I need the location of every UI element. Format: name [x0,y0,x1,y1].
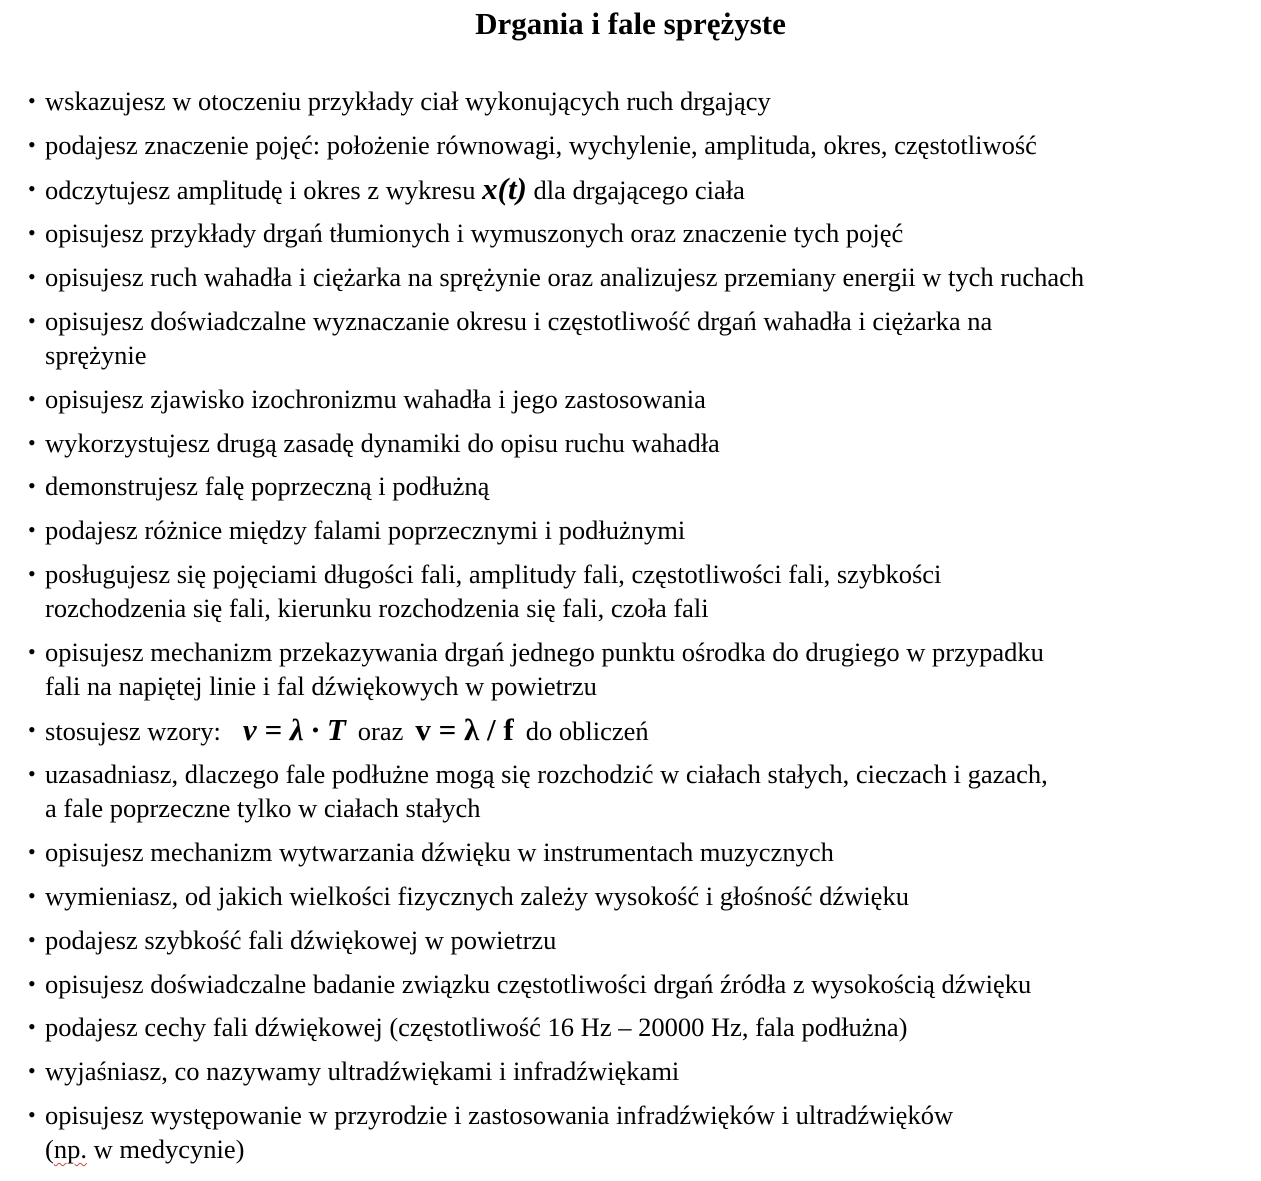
abbreviation-np: np. [53,1133,87,1164]
item-text-continued: sprężynie [45,339,147,370]
list-item [28,635,1253,703]
item-text: wyjaśniasz, co nazywamy ultradźwiękami i infradźwiękami [45,1056,680,1087]
item-text: opisujesz występowanie w przyrodzie i zastosowania infradźwięków i ultradźwięków [45,1099,954,1130]
item-text-continued: fali na napiętej linie i fal dźwiękowych w powietrzu [45,670,597,701]
list-item [28,967,1253,1001]
item-text: podajesz znaczenie pojęć: położenie równowagi, wychylenie, amplituda, okres, częstotliwość [45,129,1037,160]
bullet-icon: • [28,88,36,113]
item-text: opisujesz przykłady drgań tłumionych i wymuszonych oraz znaczenie tych pojęć [45,218,904,249]
bullet-icon: • [28,638,36,664]
list-item [28,469,1253,503]
item-text: demonstrujesz falę poprzeczną i podłużną [45,471,490,502]
item-text: opisujesz mechanizm wytwarzania dźwięku w instrumentach muzycznych [45,837,834,868]
item-text-post: do obliczeń [525,715,649,746]
bullet-icon: • [28,716,36,742]
list-item [28,172,1253,207]
list-item [28,382,1253,416]
bullet-icon: • [28,473,36,499]
math-expression: x(t) [482,170,527,206]
item-text: podajesz szybkość fali dźwiękowej w powietrzu [45,924,557,955]
list-item [28,513,1253,547]
objectives-list [28,84,1253,1176]
bullet-icon: • [28,307,36,333]
bullet-icon: • [28,1101,36,1127]
item-text-pre: odczytujesz amplitudę i okres z wykresu [45,174,483,205]
bullet-icon: • [28,1058,36,1084]
formula-wave-speed-frequency: v = λ / f [415,711,514,747]
list-item [28,260,1253,294]
bullet-icon: • [28,175,36,201]
list-item [28,1054,1253,1088]
paren-open: ( [45,1133,54,1164]
item-text [45,172,1253,207]
list-item [28,1098,1253,1166]
item-text-continued [45,1132,1253,1166]
item-text: opisujesz mechanizm przekazywania drgań jednego punktu ośrodka do drugiego w przypadku [45,636,1044,667]
bullet-icon: • [28,1014,36,1040]
list-item [28,557,1253,625]
list-item [28,757,1253,825]
item-text-pre: stosujesz wzory: [45,715,221,746]
item-text [45,713,1253,748]
item-text: wykorzystujesz drugą zasadę dynamiki do opisu ruchu wahadła [45,427,720,458]
list-item [28,216,1253,250]
item-text-continued: rozchodzenia się fali, kierunku rozchodzenia się fali, czoła fali [45,592,709,623]
list-item [28,713,1253,748]
list-item [28,923,1253,957]
list-item [28,304,1253,372]
bullet-icon: • [28,385,36,411]
bullet-icon: • [28,882,36,908]
item-text: opisujesz doświadczalne badanie związku częstotliwości drgań źródła z wysokością dźwięku [45,968,1032,999]
item-text-post: dla drgającego ciała [526,174,745,205]
bullet-icon: • [28,560,36,586]
item-text: uzasadniasz, dlaczego fale podłużne mogą się rozchodzić w ciałach stałych, cieczach i gazach, [45,759,1048,790]
list-item [28,879,1253,913]
item-text: wymieniasz, od jakich wielkości fizycznych zależy wysokość i głośność dźwięku [45,880,909,911]
item-text: podajesz cechy fali dźwiękowej (częstotliwość 16 Hz – 20000 Hz, fala podłużna) [45,1012,908,1043]
list-item [28,84,1253,118]
bullet-icon: • [28,839,36,865]
item-text: wskazujesz w otoczeniu przykłady ciał wykonujących ruch drgający [45,86,771,116]
list-item [28,128,1253,162]
list-item [28,835,1253,869]
item-text: podajesz różnice między falami poprzecznymi i podłużnymi [45,515,686,546]
item-text-continued: a fale poprzeczne tylko w ciałach stałych [45,793,481,824]
list-item [28,426,1253,460]
item-text: posługujesz się pojęciami długości fali, amplitudy fali, częstotliwości fali, szybkości [45,558,942,589]
item-text: opisujesz zjawisko izochronizmu wahadła i jego zastosowania [45,383,706,414]
bullet-icon: • [28,761,36,787]
list-item [28,1010,1253,1044]
bullet-icon: • [28,517,36,543]
item-text-mid: oraz [357,715,404,746]
item-text-rest: w medycynie) [86,1133,245,1164]
formula-wave-speed-period: v = λ · T [242,711,346,747]
bullet-icon: • [28,220,36,246]
bullet-icon: • [28,429,36,455]
item-text: opisujesz ruch wahadła i ciężarka na sprężynie oraz analizujesz przemiany energii w tych ruchach [45,262,1085,293]
bullet-icon: • [28,926,36,952]
bullet-icon: • [28,264,36,290]
item-text: opisujesz doświadczalne wyznaczanie okresu i częstotliwość drgań wahadła i ciężarka na [45,305,993,336]
bullet-icon: • [28,970,36,996]
page-title: Drgania i fale sprężyste [475,6,786,41]
bullet-icon: • [28,131,36,157]
